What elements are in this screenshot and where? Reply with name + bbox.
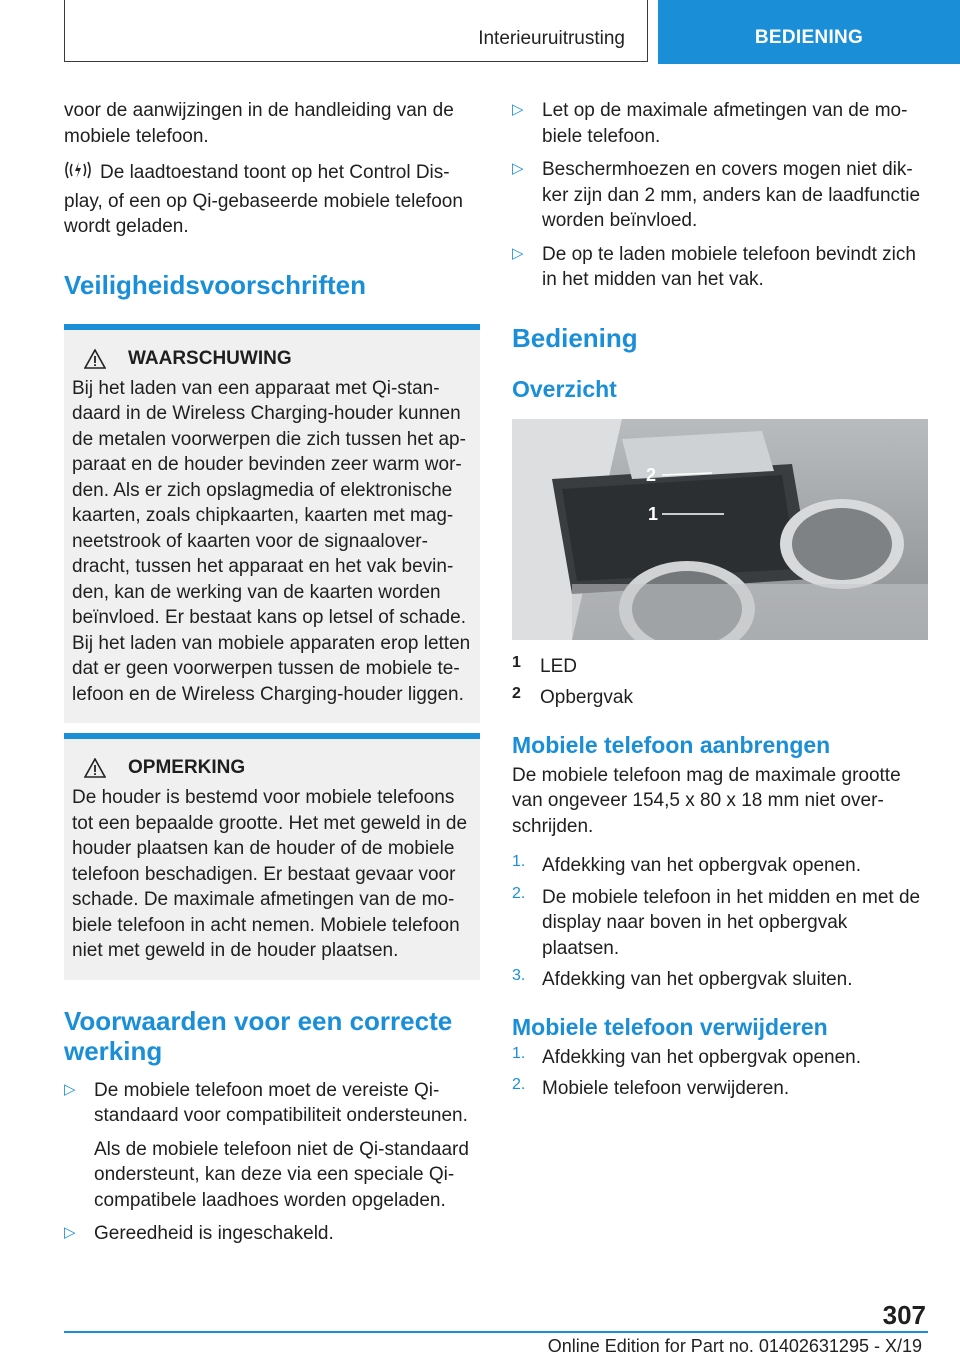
page-number: 307 bbox=[882, 1300, 926, 1330]
list-item: 1. Afdekking van het opbergvak openen. bbox=[512, 1044, 862, 1068]
list-item: ▷ Beschermhoezen en covers mogen niet dikker zijn dan 2 mm, anders kan de laadfunctie worden beïnvloed. bbox=[512, 157, 928, 234]
triangle-bullet-icon: ▷ bbox=[512, 244, 524, 262]
charging-state-text: De laadtoestand toont op het Control Display, of een op Qi-gebaseerde mobiele telefoon wordt geladen. bbox=[64, 159, 480, 240]
list-item: 1. Afdekking van het opbergvak openen. bbox=[512, 853, 862, 876]
photo-label-1: 1 bbox=[648, 503, 659, 524]
safety-heading: Veiligheidsvoorschriften bbox=[64, 269, 366, 300]
note-title: OPMERKING bbox=[72, 757, 472, 779]
list-item: 2. Mobiele telefoon verwijderen. bbox=[512, 1076, 790, 1099]
list-item: ▷ De mobiele telefoon moet de vereiste Qi-standaard voor compatibiliteit ondersteunen. bbox=[64, 1078, 480, 1129]
insert-steps bbox=[512, 853, 928, 993]
remove-steps bbox=[512, 1045, 928, 1102]
warning-box bbox=[64, 324, 480, 724]
footer-edition: Online Edition for Part no. 01402631295 - X/19 bbox=[547, 1336, 922, 1356]
header-frame bbox=[64, 0, 648, 62]
list-item: 2 Opbergvak bbox=[512, 685, 633, 708]
triangle-bullet-icon: ▷ bbox=[512, 160, 524, 177]
warning-title: WAARSCHUWING bbox=[72, 348, 472, 370]
warning-triangle-icon bbox=[84, 758, 106, 778]
insert-text: De mobiele telefoon mag de maximale grootte van ongeveer 154,5 x 80 x 18 mm niet overschrijden. bbox=[512, 764, 901, 837]
triangle-bullet-icon: ▷ bbox=[512, 101, 524, 118]
photo-label-2: 2 bbox=[646, 464, 657, 485]
list-item: 2. De mobiele telefoon in het midden en met de display naar boven in het opbergvak plaatsen. bbox=[512, 884, 921, 959]
footer-divider bbox=[64, 1331, 928, 1333]
header-section-title: Interieuruitrusting bbox=[478, 28, 625, 49]
requirements-heading: Voorwaarden voor een correcte werking bbox=[64, 1005, 453, 1066]
overview-heading: Overzicht bbox=[512, 375, 617, 402]
remove-heading: Mobiele telefoon verwijderen bbox=[512, 1013, 828, 1040]
operation-heading: Bediening bbox=[512, 322, 638, 353]
list-item: 1 LED bbox=[512, 653, 577, 677]
warning-text-2: Bij het laden van mobiele apparaten erop letten dat er geen voorwerpen tussen de mobiele telefoon en de Wireless Charging-houder liggen. bbox=[72, 632, 471, 705]
left-column bbox=[64, 98, 480, 1255]
requirements-continuation: Als de mobiele telefoon niet de Qi-standaard ondersteunt, kan deze via een speciale Qi-compatibele laadhoes worden opgeladen. bbox=[94, 1138, 469, 1211]
list-item: ▷ Let op de maximale afmetingen van de mobiele telefoon. bbox=[512, 98, 928, 149]
photo-legend bbox=[512, 654, 928, 711]
triangle-bullet-icon: ▷ bbox=[64, 1080, 76, 1098]
requirements-list-left bbox=[64, 1078, 480, 1247]
list-item: 3. Afdekking van het opbergvak sluiten. bbox=[512, 967, 853, 990]
list-item: ▷ Gereedheid is ingeschakeld. bbox=[64, 1221, 480, 1247]
charging-icon bbox=[64, 159, 92, 189]
note-text: De houder is bestemd voor mobiele telefoons tot een bepaalde grootte. Het met geweld in de houder plaatsen kan de houder of de mobiele telefoon beschadigen. Er bestaat gevaar voor schade. De maximale afmetingen van de mobiele telefoon in acht nemen. Mobiele telefoon niet met geweld in de houder plaatsen. bbox=[72, 787, 468, 961]
insert-heading: Mobiele telefoon aanbrengen bbox=[512, 731, 831, 758]
warning-text-1: Bij het laden van een apparaat met Qi-standaard in de Wireless Charging-houder kunnen de metalen voorwerpen die zich tussen het apparaat en de houder bevinden zeer warm worden. Als er zich opslagmedia of elektronische kaarten, zoals chipkaarten, kaarten met magneetstrook of kaarten voor de signaaloverdracht, tussen het apparaat en het vak bevinden, kan de werking van de kaarten worden beïnvloed. Er bestaat kans op letsel of schade. bbox=[72, 377, 466, 628]
note-box bbox=[64, 733, 480, 980]
overview-photo bbox=[512, 419, 928, 640]
right-column bbox=[512, 98, 928, 1108]
triangle-bullet-icon: ▷ bbox=[64, 1224, 76, 1241]
warning-triangle-icon bbox=[84, 349, 106, 369]
list-item: ▷ De op te laden mobiele telefoon bevindt zich in het midden van het vak. bbox=[512, 242, 928, 293]
intro-text: voor de aanwijzingen in de handleiding van de mobiele telefoon. bbox=[64, 100, 454, 147]
header-chapter-tab[interactable]: BEDIENING bbox=[658, 0, 960, 64]
